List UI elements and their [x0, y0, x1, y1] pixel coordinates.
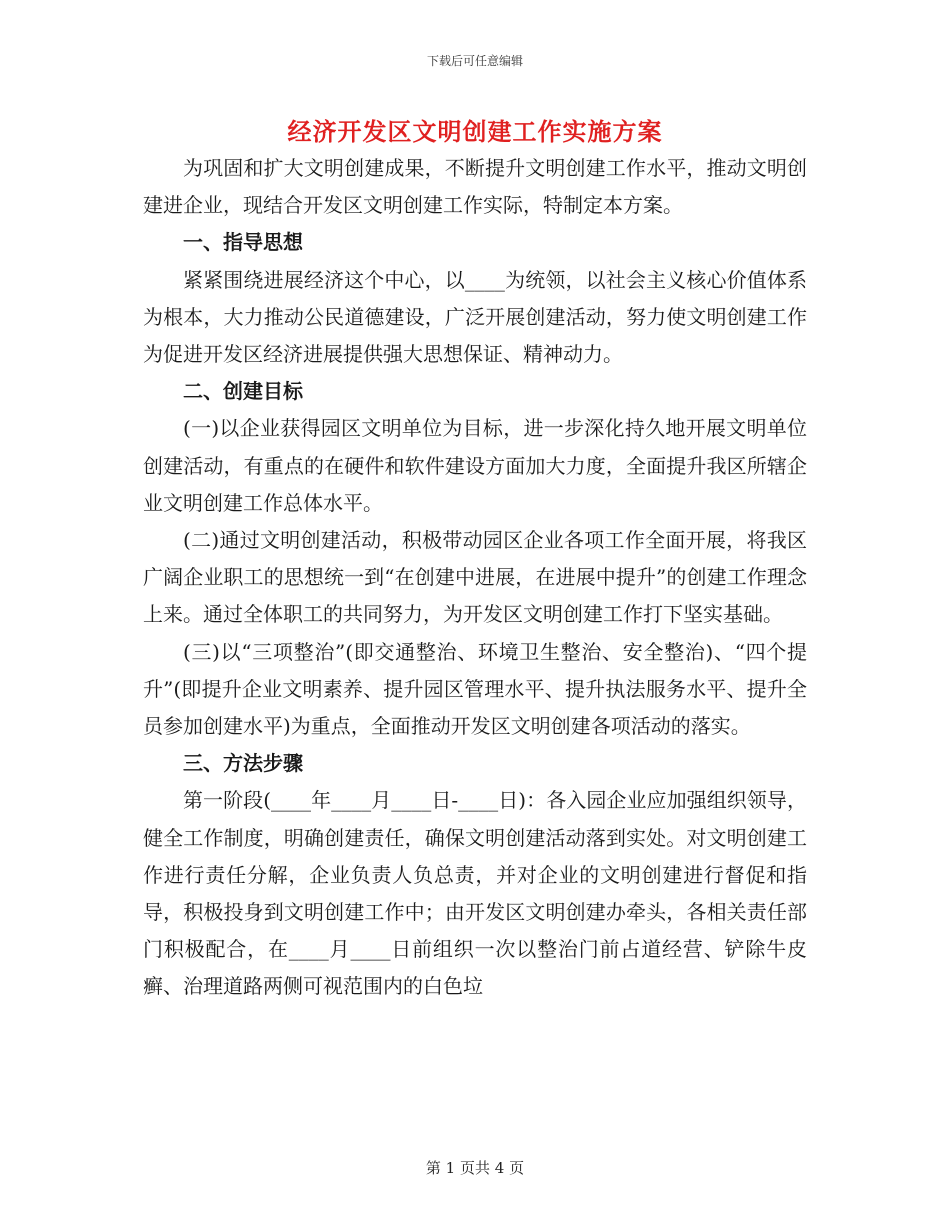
document-title: 经济开发区文明创建工作实施方案	[287, 117, 663, 146]
paragraph-goal-3: (三)以“三项整治”(即交通整治、环境卫生整治、安全整治)、“四个提升”(即提升企业文明素养、提升园区管理水平、提升执法服务水平、提升全员参加创建水平)为重点，全面推动开发区文明创建各项活动的落实。	[143, 639, 807, 739]
section-heading-goals: 二、创建目标	[183, 379, 303, 404]
intro-paragraph: 为巩固和扩大文明创建成果，不断提升文明创建工作水平，推动文明创建进企业，现结合开发区文明创建工作实际，特制定本方案。	[143, 156, 807, 218]
paragraph-goal-1: (一)以企业获得园区文明单位为目标，进一步深化持久地开展文明单位创建活动，有重点的在硬件和软件建设方面加大力度，全面提升我区所辖企业文明创建工作总体水平。	[143, 416, 807, 515]
section-heading-steps: 三、方法步骤	[183, 751, 303, 776]
paragraph-guiding-ideology: 紧紧围绕进展经济这个中心，以____为统领，以社会主义核心价值体系为根本，大力推动公民道德建设，广泛开展创建活动，努力使文明创建工作为促进开发区经济进展提供强大思想保证、精神动力。	[143, 267, 807, 367]
paragraph-step-1: 第一阶段(____年____月____日-____日)：各入园企业应加强组织领导，健全工作制度，明确创建责任，确保文明创建活动落到实处。对文明创建工作进行责任分解，企业负责人负总责，并对企业的文明创建进行督促和指导，积极投身到文明创建工作中；由开发区文明创建办牵头，各相关责任部门积极配合，在____月____日前组织一次以整治门前占道经营、铲除牛皮癣、治理道路两侧可视范围内的白色垃	[143, 788, 807, 999]
paragraph-goal-2: (二)通过文明创建活动，积极带动园区企业各项工作全面开展，将我区广阔企业职工的思想统一到“在创建中进展，在进展中提升”的创建工作理念上来。通过全体职工的共同努力，为开发区文明创建工作打下坚实基础。	[143, 528, 807, 627]
section-heading-guiding-ideology: 一、指导思想	[183, 230, 303, 255]
download-note: 下载后可任意编辑	[426, 54, 523, 68]
page-number: 第 1 页共 4 页	[425, 1159, 525, 1177]
document-body	[143, 150, 807, 1006]
